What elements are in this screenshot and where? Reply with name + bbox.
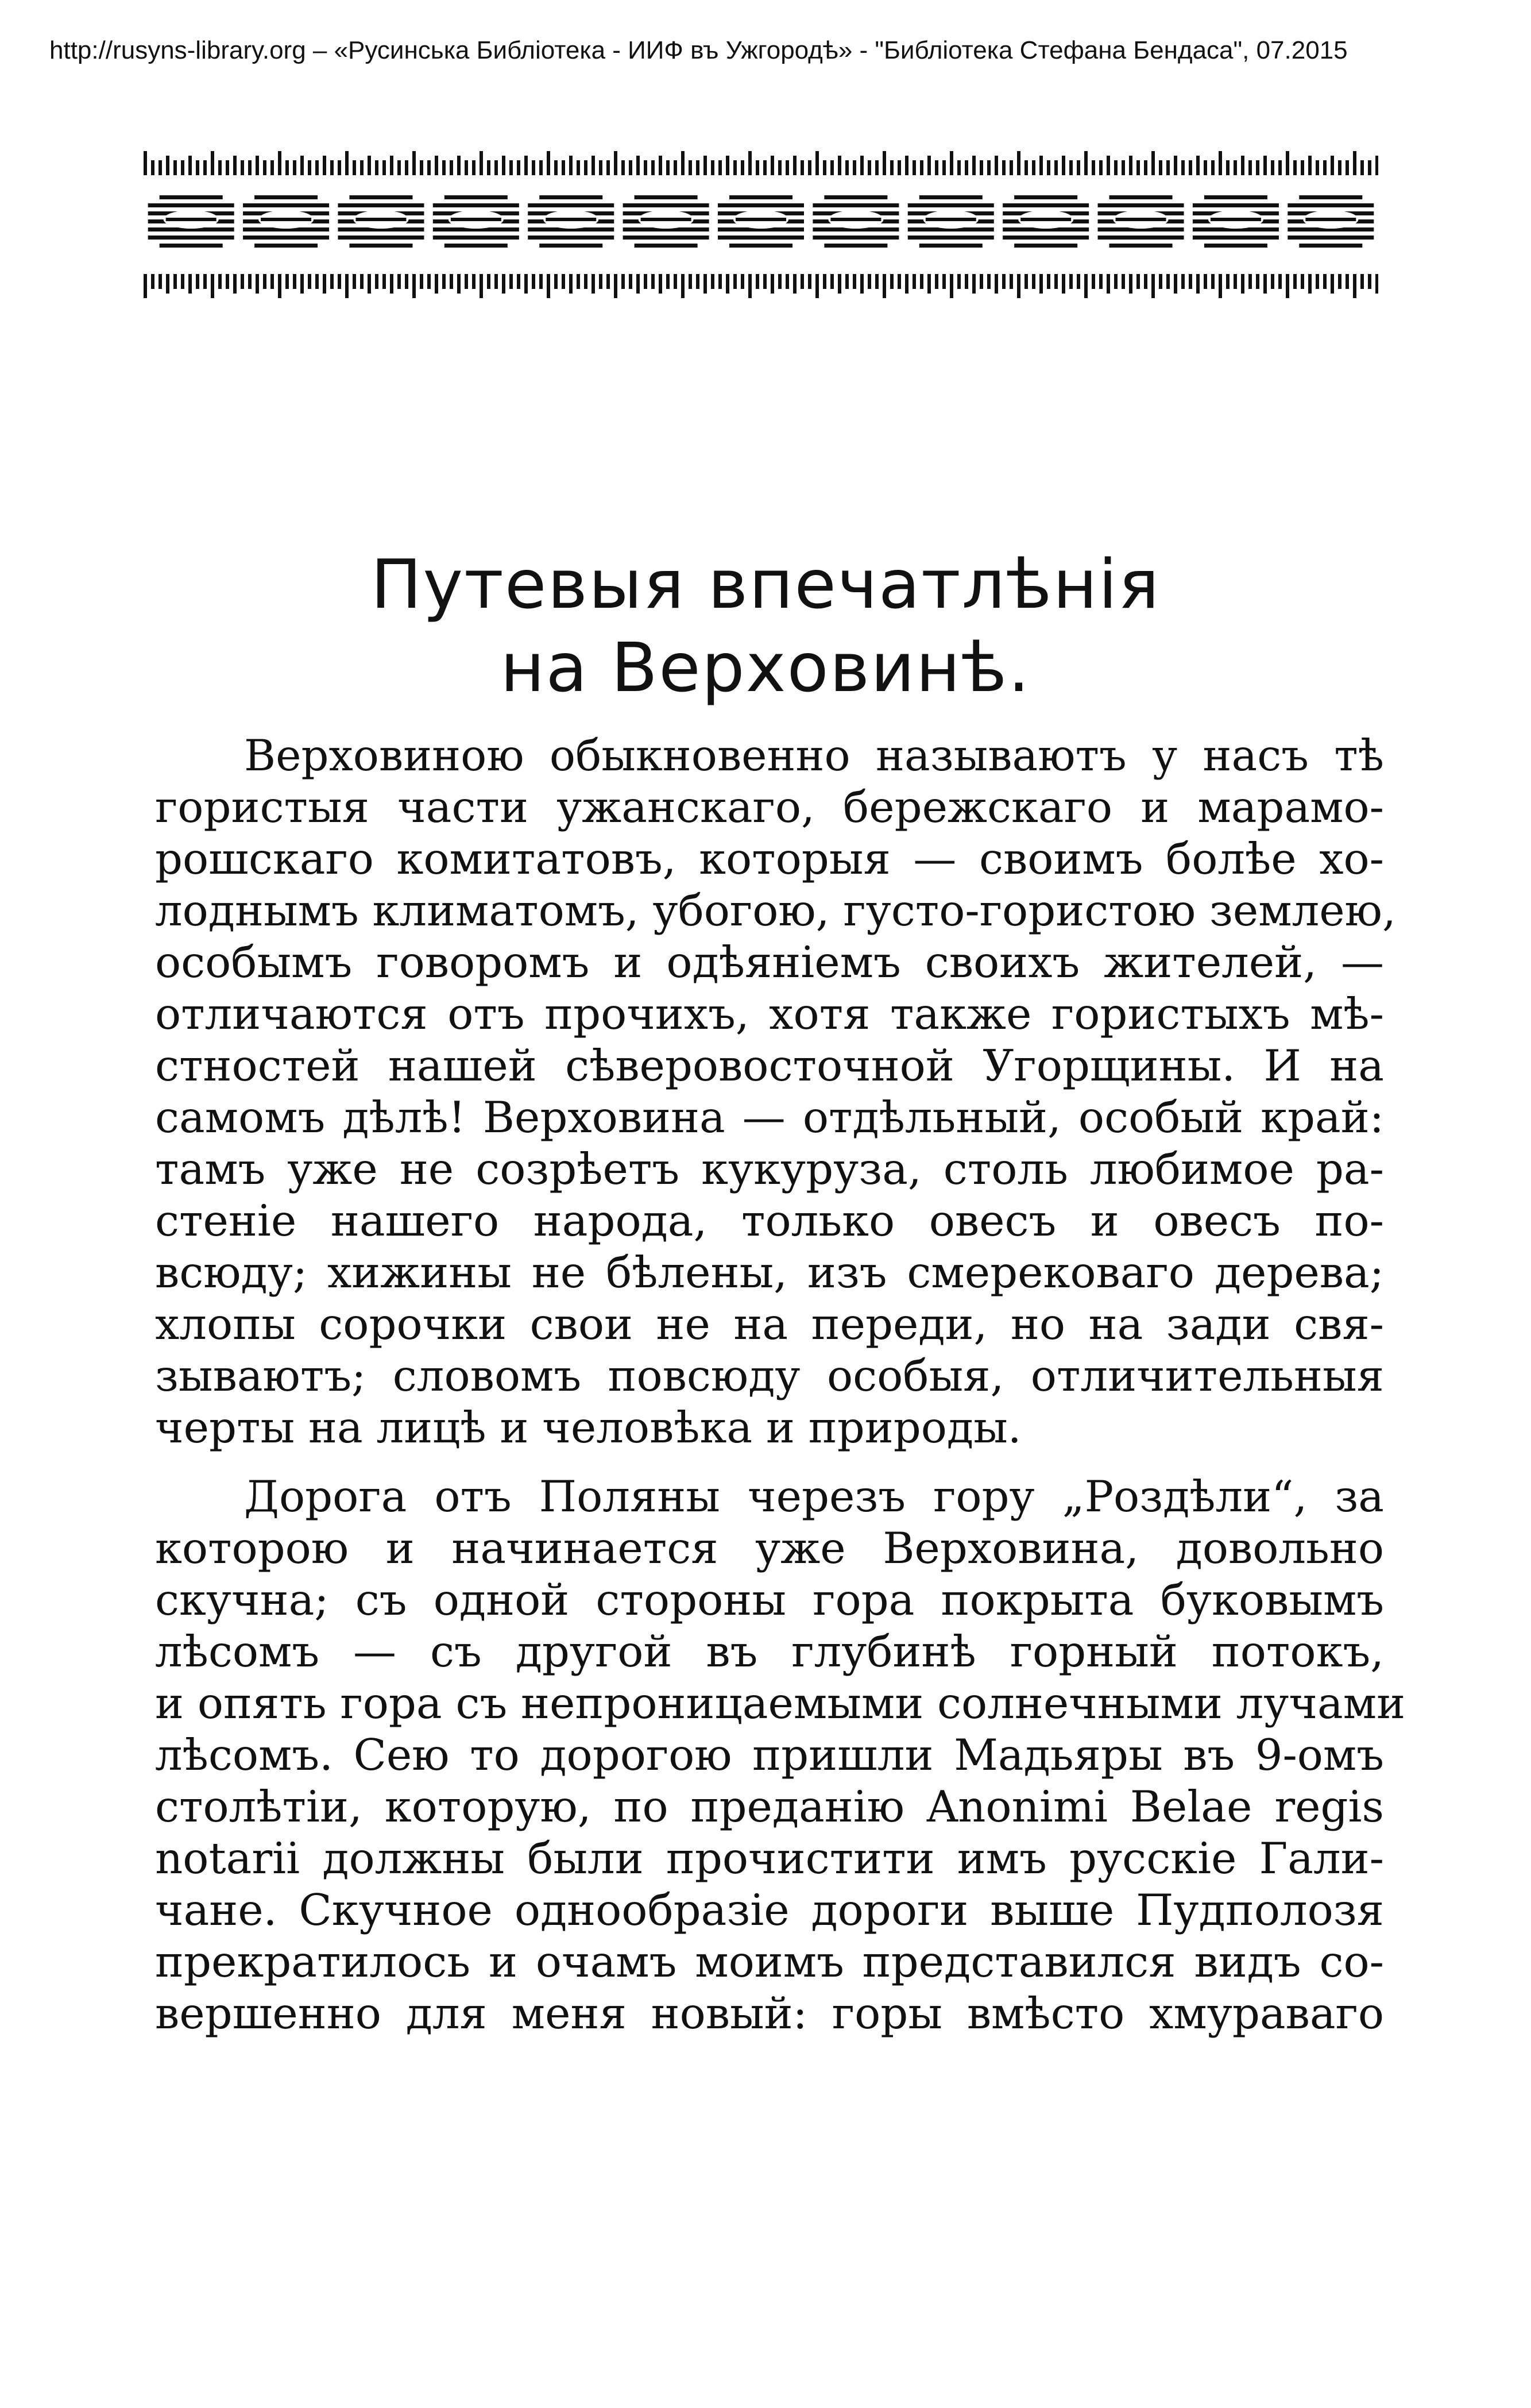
source-header: http://rusyns-library.org – «Русинська Библіотека - ИИФ въ Ужгородѣ» - "Библіотека Стефана Бендаса", 07.2015 (49, 36, 1348, 64)
text-line: столѣтіи, которую, по преданію Anonimi Belae regis (155, 1781, 1384, 1832)
text-line: лоднымъ климатомъ, убогою, густо-гористою землею, (155, 885, 1396, 936)
ornament-bottom-row (144, 274, 1378, 298)
text-line: прекратилось и очамъ моимъ представился видъ со- (155, 1936, 1384, 1987)
ornament-top-row (144, 151, 1378, 175)
text-line: рошскаго комитатовъ, которыя — своимъ болѣе хо- (155, 833, 1384, 884)
ornament-middle-row (148, 195, 1374, 248)
page-title-line-2: на Верховинѣ. (500, 628, 1031, 707)
text-line: стеніе нашего народа, только овесъ и овесъ по- (155, 1195, 1384, 1246)
page-title-line-1: Путевыя впечатлѣнія (370, 545, 1161, 624)
text-line: notarii должны были прочистити имъ русскіе Гали- (155, 1833, 1384, 1884)
text-line: вершенно для меня новый: горы вмѣсто хмураваго (155, 1988, 1384, 2039)
text-line: которою и начинается уже Верховина, довольно (155, 1523, 1384, 1573)
text-line: лѣсомъ. Сею то дорогою пришли Мадьяры въ 9-омъ (155, 1730, 1384, 1780)
text-line: гористыя части ужанскаго, бережскаго и марамо- (155, 782, 1384, 832)
text-line: Дорога отъ Поляны черезъ гору „Роздѣли“, за (244, 1471, 1384, 1522)
text-line: отличаются отъ прочихъ, хотя также гористыхъ мѣ- (155, 989, 1384, 1039)
text-line: особымъ говоромъ и одѣяніемъ своихъ жителей, — (155, 937, 1384, 987)
ornamental-border (144, 146, 1378, 319)
text-line: лѣсомъ — съ другой въ глубинѣ горный потокъ, (155, 1626, 1384, 1677)
text-line: самомъ дѣлѣ! Верховина — отдѣльный, особый край: (155, 1092, 1384, 1143)
text-line: хлопы сорочки свои не на переди, но на зади свя- (155, 1299, 1384, 1349)
text-line: чане. Скучное однообразіе дороги выше Пудполозя (155, 1885, 1384, 1935)
text-line: тамъ уже не созрѣетъ кукуруза, столь любимое ра- (155, 1144, 1384, 1194)
text-line: Верховиною обыкновенно называютъ у насъ тѣ (244, 730, 1384, 781)
text-line: скучна; съ одной стороны гора покрыта буковымъ (155, 1575, 1384, 1625)
text-line: стностей нашей сѣверовосточной Угорщины. И на (155, 1040, 1384, 1091)
text-line: всюду; хижины не бѣлены, изъ смерековаго дерева; (155, 1247, 1384, 1298)
text-line: черты на лицѣ и человѣка и природы. (155, 1402, 1022, 1453)
text-line: и опять гора съ непроницаемыми солнечными лучами (155, 1678, 1406, 1728)
text-line: зываютъ; словомъ повсюду особыя, отличительныя (155, 1350, 1384, 1401)
